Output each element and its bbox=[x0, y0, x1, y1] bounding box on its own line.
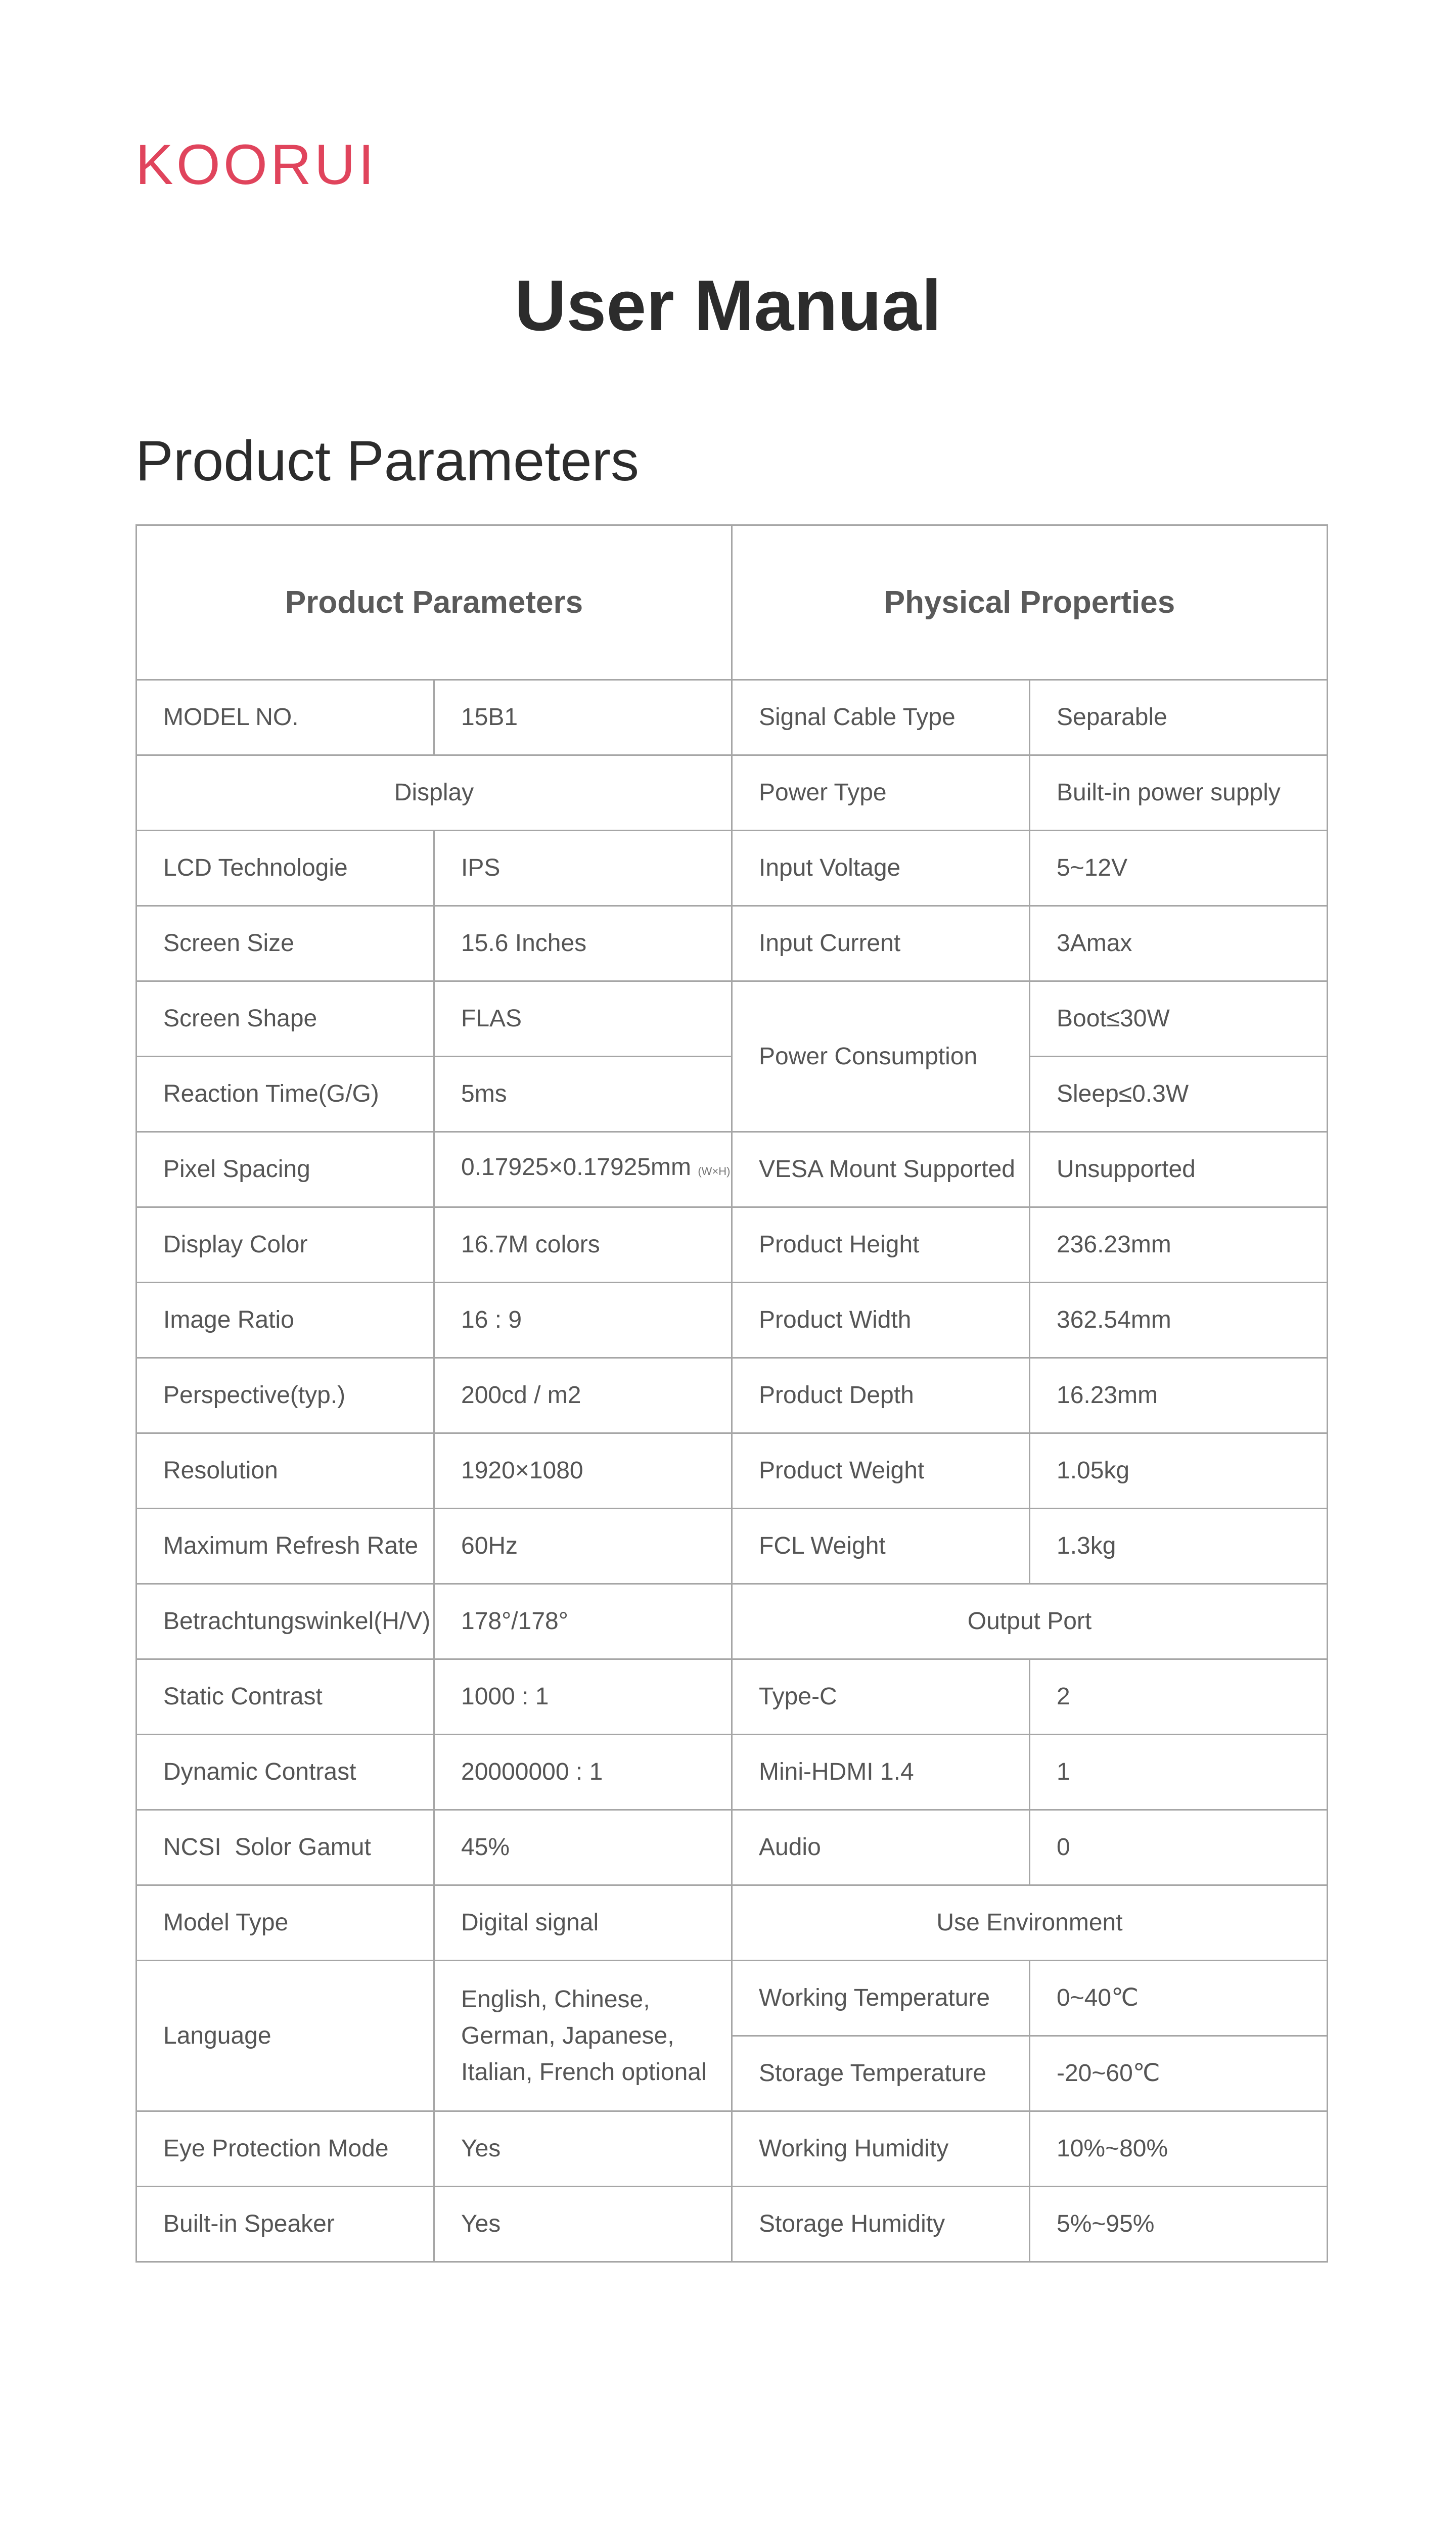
param-value: Separable bbox=[1030, 680, 1328, 755]
param-value: 1920×1080 bbox=[434, 1433, 732, 1509]
param-label: NCSI Solor Gamut bbox=[136, 1810, 434, 1885]
page-title: User Manual bbox=[514, 265, 942, 346]
param-label: Working Temperature bbox=[732, 1961, 1030, 2036]
param-label: MODEL NO. bbox=[136, 680, 434, 755]
param-label: Power Consumption bbox=[732, 981, 1030, 1132]
param-label: Input Voltage bbox=[732, 831, 1030, 906]
param-value: 15.6 Inches bbox=[434, 906, 732, 981]
language-line: Italian, French optional bbox=[461, 2058, 707, 2086]
param-value: 236.23mm bbox=[1030, 1207, 1328, 1283]
param-value bbox=[434, 1132, 732, 1207]
table-row bbox=[136, 1659, 1328, 1735]
param-value: 60Hz bbox=[434, 1509, 732, 1584]
param-value: 16 : 9 bbox=[434, 1283, 732, 1358]
pixel-spacing-unit: (W×H) bbox=[698, 1165, 731, 1178]
param-label: Eye Protection Mode bbox=[136, 2111, 434, 2187]
param-label: VESA Mount Supported bbox=[732, 1132, 1030, 1207]
table-row bbox=[136, 680, 1328, 755]
param-label: Audio bbox=[732, 1810, 1030, 1885]
param-value: 1.3kg bbox=[1030, 1509, 1328, 1584]
param-value: 1 bbox=[1030, 1735, 1328, 1810]
param-value: Built-in power supply bbox=[1030, 755, 1328, 831]
table-row bbox=[136, 981, 1328, 1057]
param-label: Product Weight bbox=[732, 1433, 1030, 1509]
param-value: 178°/178° bbox=[434, 1584, 732, 1659]
param-label: FCL Weight bbox=[732, 1509, 1030, 1584]
table-row bbox=[136, 1433, 1328, 1509]
param-value: 5%~95% bbox=[1030, 2187, 1328, 2262]
table-row bbox=[136, 1207, 1328, 1283]
table-row bbox=[136, 1132, 1328, 1207]
param-value: 45% bbox=[434, 1810, 732, 1885]
table-row bbox=[136, 1961, 1328, 2036]
param-label: Display Color bbox=[136, 1207, 434, 1283]
table-row bbox=[136, 1735, 1328, 1810]
param-value: Digital signal bbox=[434, 1885, 732, 1961]
param-label: Reaction Time(G/G) bbox=[136, 1057, 434, 1132]
param-value: 0 bbox=[1030, 1810, 1328, 1885]
param-label: Built-in Speaker bbox=[136, 2187, 434, 2262]
param-label: Product Depth bbox=[732, 1358, 1030, 1433]
param-value: 16.23mm bbox=[1030, 1358, 1328, 1433]
table-row bbox=[136, 2187, 1328, 2262]
param-label: Product Height bbox=[732, 1207, 1030, 1283]
group-label-use-environment: Use Environment bbox=[732, 1885, 1328, 1961]
param-value: 15B1 bbox=[434, 680, 732, 755]
language-line: English, Chinese, bbox=[461, 1985, 650, 2013]
param-value: Yes bbox=[434, 2111, 732, 2187]
param-value: 200cd / m2 bbox=[434, 1358, 732, 1433]
param-value: 16.7M colors bbox=[434, 1207, 732, 1283]
param-label: Working Humidity bbox=[732, 2111, 1030, 2187]
param-value: Sleep≤0.3W bbox=[1030, 1057, 1328, 1132]
param-value: 20000000 : 1 bbox=[434, 1735, 732, 1810]
table-row bbox=[136, 1283, 1328, 1358]
param-label: Product Width bbox=[732, 1283, 1030, 1358]
table-row bbox=[136, 1584, 1328, 1659]
param-value: 362.54mm bbox=[1030, 1283, 1328, 1358]
param-label: Mini-HDMI 1.4 bbox=[732, 1735, 1030, 1810]
param-value: 3Amax bbox=[1030, 906, 1328, 981]
param-value: 0~40℃ bbox=[1030, 1961, 1328, 2036]
param-label: Image Ratio bbox=[136, 1283, 434, 1358]
param-value: Boot≤30W bbox=[1030, 981, 1328, 1057]
param-label: Storage Temperature bbox=[732, 2036, 1030, 2111]
table-row bbox=[136, 906, 1328, 981]
param-label: Pixel Spacing bbox=[136, 1132, 434, 1207]
pixel-spacing-value: 0.17925×0.17925mm bbox=[461, 1154, 692, 1181]
param-label: Type-C bbox=[732, 1659, 1030, 1735]
table-row bbox=[136, 1810, 1328, 1885]
group-label-output-port: Output Port bbox=[732, 1584, 1328, 1659]
table-row bbox=[136, 1358, 1328, 1433]
param-value bbox=[434, 1961, 732, 2111]
language-line: German, Japanese, bbox=[461, 2022, 674, 2049]
header-product-parameters: Product Parameters bbox=[136, 525, 732, 680]
param-value: 5~12V bbox=[1030, 831, 1328, 906]
param-label: Maximum Refresh Rate bbox=[136, 1509, 434, 1584]
param-value: -20~60℃ bbox=[1030, 2036, 1328, 2111]
table-header-row bbox=[136, 525, 1328, 680]
param-label: Resolution bbox=[136, 1433, 434, 1509]
param-label: Power Type bbox=[732, 755, 1030, 831]
param-value: Yes bbox=[434, 2187, 732, 2262]
param-label: Signal Cable Type bbox=[732, 680, 1030, 755]
param-label: Input Current bbox=[732, 906, 1030, 981]
param-label: Perspective(typ.) bbox=[136, 1358, 434, 1433]
param-label: Screen Shape bbox=[136, 981, 434, 1057]
param-label: Storage Humidity bbox=[732, 2187, 1030, 2262]
table-row bbox=[136, 831, 1328, 906]
param-label: Betrachtungswinkel(H/V) bbox=[136, 1584, 434, 1659]
table-row bbox=[136, 2111, 1328, 2187]
param-label: Static Contrast bbox=[136, 1659, 434, 1735]
header-physical-properties: Physical Properties bbox=[732, 525, 1328, 680]
param-value: 10%~80% bbox=[1030, 2111, 1328, 2187]
brand-logo: KOORUI bbox=[135, 133, 377, 196]
param-label: Screen Size bbox=[136, 906, 434, 981]
parameters-table bbox=[135, 524, 1328, 2263]
param-label: Language bbox=[136, 1961, 434, 2111]
param-value: 5ms bbox=[434, 1057, 732, 1132]
group-label-display: Display bbox=[136, 755, 732, 831]
table-row bbox=[136, 1509, 1328, 1584]
param-value: 1000 : 1 bbox=[434, 1659, 732, 1735]
param-label: Model Type bbox=[136, 1885, 434, 1961]
param-value: Unsupported bbox=[1030, 1132, 1328, 1207]
param-value: 2 bbox=[1030, 1659, 1328, 1735]
table-row bbox=[136, 755, 1328, 831]
param-value: 1.05kg bbox=[1030, 1433, 1328, 1509]
param-label: LCD Technologie bbox=[136, 831, 434, 906]
param-value: IPS bbox=[434, 831, 732, 906]
param-value: FLAS bbox=[434, 981, 732, 1057]
param-label: Dynamic Contrast bbox=[136, 1735, 434, 1810]
section-title: Product Parameters bbox=[135, 429, 639, 492]
table-row bbox=[136, 1885, 1328, 1961]
